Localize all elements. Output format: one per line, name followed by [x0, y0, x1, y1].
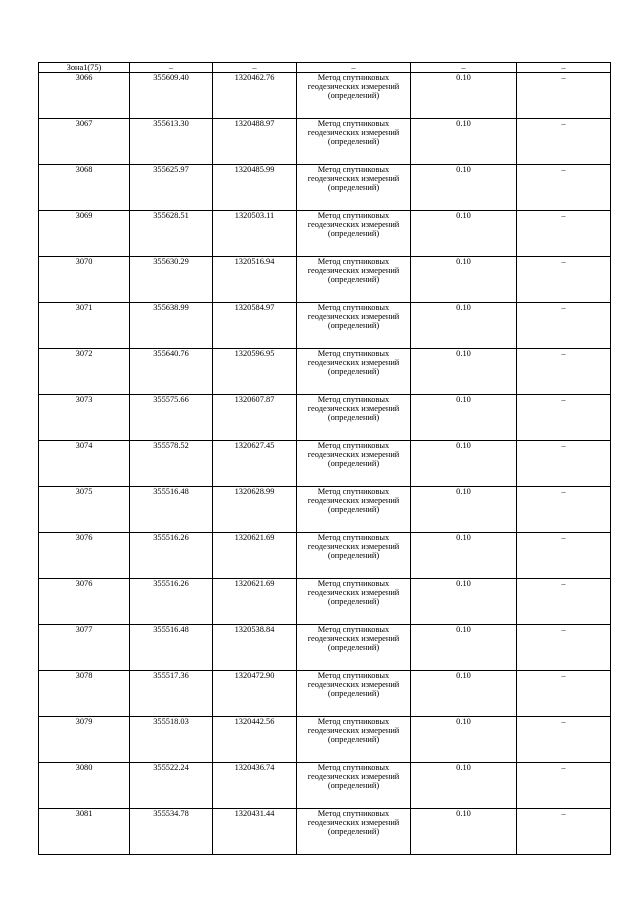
accuracy-cell: 0.10	[411, 395, 517, 441]
note-cell: –	[517, 441, 611, 487]
method-cell: Метод спутниковых геодезических измерений (определений)	[297, 257, 411, 303]
note-cell: –	[517, 211, 611, 257]
coordinates-table	[38, 62, 611, 855]
accuracy-cell: 0.10	[411, 579, 517, 625]
method-cell: Метод спутниковых геодезических измерений (определений)	[297, 625, 411, 671]
table-row	[39, 119, 611, 165]
y-coordinate-cell: 1320621.69	[213, 533, 297, 579]
table-row	[39, 809, 611, 855]
accuracy-cell: 0.10	[411, 303, 517, 349]
y-coordinate-cell: 1320621.69	[213, 579, 297, 625]
note-cell: –	[517, 73, 611, 119]
y-coordinate-cell: 1320503.11	[213, 211, 297, 257]
x-coordinate-cell: 355516.26	[130, 533, 213, 579]
method-cell: Метод спутниковых геодезических измерений (определений)	[297, 809, 411, 855]
y-coordinate-cell: 1320485.99	[213, 165, 297, 211]
table-row	[39, 579, 611, 625]
accuracy-cell: 0.10	[411, 165, 517, 211]
x-coordinate-cell: 355516.48	[130, 625, 213, 671]
method-cell: Метод спутниковых геодезических измерений (определений)	[297, 671, 411, 717]
note-cell: –	[517, 257, 611, 303]
x-coordinate-cell: 355534.78	[130, 809, 213, 855]
method-cell: Метод спутниковых геодезических измерений (определений)	[297, 303, 411, 349]
zone-header-row	[39, 63, 611, 73]
accuracy-cell: 0.10	[411, 211, 517, 257]
table-body	[39, 63, 611, 855]
y-coordinate-cell: 1320431.44	[213, 809, 297, 855]
header-dash-cell: –	[517, 63, 611, 73]
note-cell: –	[517, 119, 611, 165]
accuracy-cell: 0.10	[411, 441, 517, 487]
note-cell: –	[517, 579, 611, 625]
y-coordinate-cell: 1320436.74	[213, 763, 297, 809]
accuracy-cell: 0.10	[411, 349, 517, 395]
method-cell: Метод спутниковых геодезических измерений (определений)	[297, 211, 411, 257]
method-cell: Метод спутниковых геодезических измерений (определений)	[297, 395, 411, 441]
point-number-cell: 3066	[39, 73, 130, 119]
point-number-cell: 3077	[39, 625, 130, 671]
y-coordinate-cell: 1320627.45	[213, 441, 297, 487]
x-coordinate-cell: 355578.52	[130, 441, 213, 487]
accuracy-cell: 0.10	[411, 763, 517, 809]
note-cell: –	[517, 671, 611, 717]
accuracy-cell: 0.10	[411, 717, 517, 763]
point-number-cell: 3080	[39, 763, 130, 809]
note-cell: –	[517, 625, 611, 671]
point-number-cell: 3073	[39, 395, 130, 441]
method-cell: Метод спутниковых геодезических измерений (определений)	[297, 441, 411, 487]
x-coordinate-cell: 355640.76	[130, 349, 213, 395]
point-number-cell: 3070	[39, 257, 130, 303]
method-cell: Метод спутниковых геодезических измерений (определений)	[297, 349, 411, 395]
note-cell: –	[517, 809, 611, 855]
table-row	[39, 165, 611, 211]
table-row	[39, 73, 611, 119]
note-cell: –	[517, 487, 611, 533]
x-coordinate-cell: 355628.51	[130, 211, 213, 257]
method-cell: Метод спутниковых геодезических измерений (определений)	[297, 165, 411, 211]
y-coordinate-cell: 1320538.84	[213, 625, 297, 671]
x-coordinate-cell: 355638.99	[130, 303, 213, 349]
y-coordinate-cell: 1320462.76	[213, 73, 297, 119]
table-row	[39, 257, 611, 303]
note-cell: –	[517, 763, 611, 809]
x-coordinate-cell: 355518.03	[130, 717, 213, 763]
point-number-cell: 3069	[39, 211, 130, 257]
method-cell: Метод спутниковых геодезических измерений (определений)	[297, 717, 411, 763]
note-cell: –	[517, 165, 611, 211]
accuracy-cell: 0.10	[411, 625, 517, 671]
accuracy-cell: 0.10	[411, 73, 517, 119]
y-coordinate-cell: 1320442.56	[213, 717, 297, 763]
accuracy-cell: 0.10	[411, 257, 517, 303]
note-cell: –	[517, 717, 611, 763]
table-row	[39, 395, 611, 441]
x-coordinate-cell: 355630.29	[130, 257, 213, 303]
point-number-cell: 3067	[39, 119, 130, 165]
point-number-cell: 3076	[39, 533, 130, 579]
x-coordinate-cell: 355613.30	[130, 119, 213, 165]
method-cell: Метод спутниковых геодезических измерений (определений)	[297, 73, 411, 119]
table-row	[39, 671, 611, 717]
point-number-cell: 3074	[39, 441, 130, 487]
table-row	[39, 763, 611, 809]
y-coordinate-cell: 1320628.99	[213, 487, 297, 533]
accuracy-cell: 0.10	[411, 119, 517, 165]
table-row	[39, 349, 611, 395]
y-coordinate-cell: 1320488.97	[213, 119, 297, 165]
y-coordinate-cell: 1320596.95	[213, 349, 297, 395]
point-number-cell: 3078	[39, 671, 130, 717]
method-cell: Метод спутниковых геодезических измерений (определений)	[297, 579, 411, 625]
header-dash-cell: –	[213, 63, 297, 73]
point-number-cell: 3076	[39, 579, 130, 625]
accuracy-cell: 0.10	[411, 487, 517, 533]
table-row	[39, 303, 611, 349]
y-coordinate-cell: 1320584.97	[213, 303, 297, 349]
y-coordinate-cell: 1320607.87	[213, 395, 297, 441]
y-coordinate-cell: 1320472.90	[213, 671, 297, 717]
table-row	[39, 487, 611, 533]
point-number-cell: 3071	[39, 303, 130, 349]
x-coordinate-cell: 355522.24	[130, 763, 213, 809]
y-coordinate-cell: 1320516.94	[213, 257, 297, 303]
accuracy-cell: 0.10	[411, 809, 517, 855]
accuracy-cell: 0.10	[411, 533, 517, 579]
x-coordinate-cell: 355516.26	[130, 579, 213, 625]
accuracy-cell: 0.10	[411, 671, 517, 717]
header-dash-cell: –	[130, 63, 213, 73]
table-row	[39, 717, 611, 763]
header-dash-cell: –	[297, 63, 411, 73]
point-number-cell: 3072	[39, 349, 130, 395]
header-dash-cell: –	[411, 63, 517, 73]
point-number-cell: 3081	[39, 809, 130, 855]
table-row	[39, 533, 611, 579]
point-number-cell: 3079	[39, 717, 130, 763]
table-row	[39, 625, 611, 671]
x-coordinate-cell: 355609.40	[130, 73, 213, 119]
note-cell: –	[517, 533, 611, 579]
method-cell: Метод спутниковых геодезических измерений (определений)	[297, 533, 411, 579]
x-coordinate-cell: 355517.36	[130, 671, 213, 717]
note-cell: –	[517, 349, 611, 395]
x-coordinate-cell: 355625.97	[130, 165, 213, 211]
table-row	[39, 211, 611, 257]
method-cell: Метод спутниковых геодезических измерений (определений)	[297, 119, 411, 165]
point-number-cell: 3075	[39, 487, 130, 533]
note-cell: –	[517, 303, 611, 349]
method-cell: Метод спутниковых геодезических измерений (определений)	[297, 487, 411, 533]
zone-cell: Зона1(75)	[39, 63, 130, 73]
x-coordinate-cell: 355516.48	[130, 487, 213, 533]
method-cell: Метод спутниковых геодезических измерений (определений)	[297, 763, 411, 809]
x-coordinate-cell: 355575.66	[130, 395, 213, 441]
table-row	[39, 441, 611, 487]
note-cell: –	[517, 395, 611, 441]
point-number-cell: 3068	[39, 165, 130, 211]
